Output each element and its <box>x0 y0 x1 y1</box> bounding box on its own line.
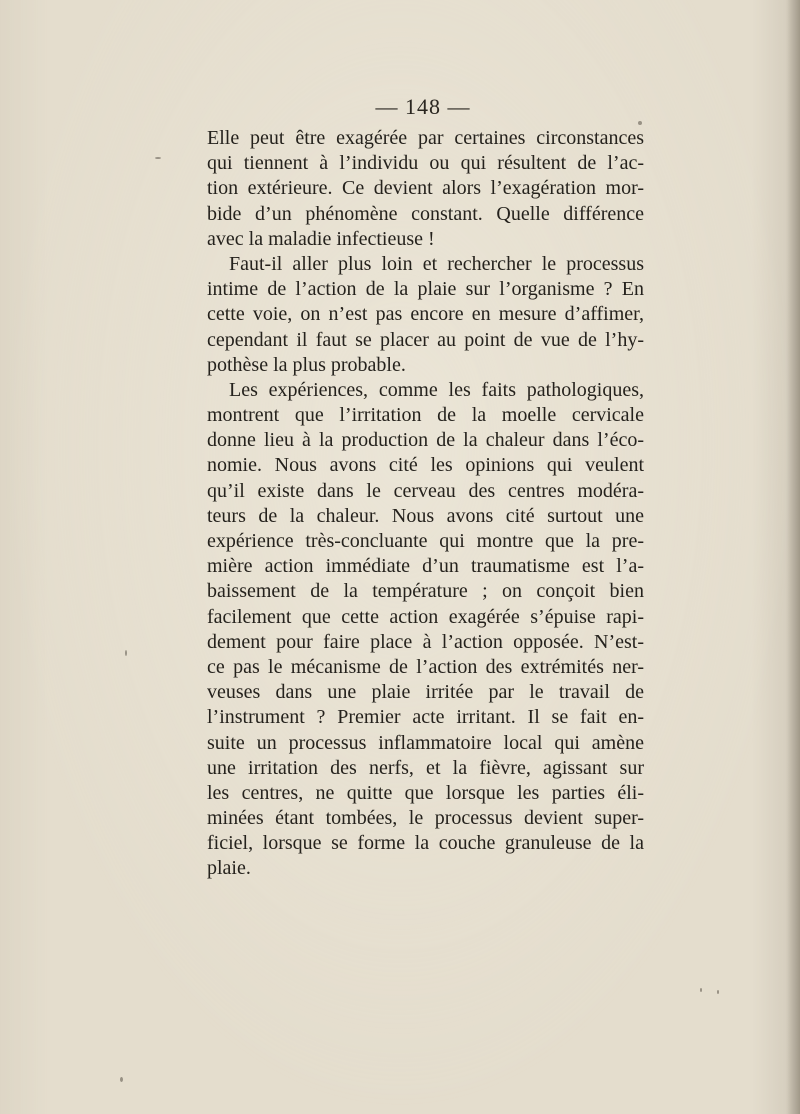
paper-speck <box>638 121 642 125</box>
text-line: avec la maladie infectieuse ! <box>207 227 435 250</box>
text-line: veuses dans une plaie irritée par le travail de <box>207 681 644 704</box>
paper-speck <box>700 988 702 992</box>
paragraph <box>207 378 644 882</box>
text-line: donne lieu à la production de la chaleur dans l’éco- <box>207 429 644 452</box>
text-line: qu’il existe dans le cerveau des centres modéra- <box>207 479 644 502</box>
text-line: tion extérieure. Ce devient alors l’exagération mor- <box>207 177 644 200</box>
paragraph <box>207 126 644 252</box>
text-line: plaie. <box>207 857 251 880</box>
text-line: les centres, ne quitte que lorsque les parties éli- <box>207 781 644 804</box>
text-line: bide d’un phénomène constant. Quelle différence <box>207 202 644 225</box>
page-edge-shadow <box>786 0 800 1114</box>
paper-speck <box>717 990 719 994</box>
text-line: dement pour faire place à l’action opposée. N’est- <box>207 630 644 653</box>
text-line: facilement que cette action exagérée s’épuise rapi- <box>207 605 644 628</box>
body-text <box>207 126 644 882</box>
text-line: une irritation des nerfs, et la fièvre, agissant sur <box>207 756 644 779</box>
text-line: ficiel, lorsque se forme la couche granuleuse de la <box>207 832 644 855</box>
text-line: intime de l’action de la plaie sur l’organisme ? En <box>207 278 644 301</box>
text-line: Les expériences, comme les faits pathologiques, <box>229 378 644 401</box>
text-line: ce pas le mécanisme de l’action des extrémités ner- <box>207 655 644 678</box>
text-line: suite un processus inflammatoire local qui amène <box>207 731 644 754</box>
text-line: baissement de la température ; on conçoit bien <box>207 580 644 603</box>
text-line: pothèse la plus probable. <box>207 353 406 376</box>
text-line: qui tiennent à l’individu ou qui résultent de l’ac- <box>207 152 644 175</box>
text-line: nomie. Nous avons cité les opinions qui veulent <box>207 454 644 477</box>
text-line: Faut-il aller plus loin et rechercher le processus <box>229 252 644 275</box>
text-line: cependant il faut se placer au point de vue de l’hy- <box>207 328 644 351</box>
page-number: — 148 — <box>375 94 471 119</box>
text-line: mière action immédiate d’un traumatisme est l’a- <box>207 555 644 578</box>
paper-speck <box>120 1077 123 1082</box>
text-line: cette voie, on n’est pas encore en mesure d’affimer, <box>207 303 644 326</box>
paper-speck <box>155 157 161 159</box>
text-line: Elle peut être exagérée par certaines circonstances <box>207 127 644 149</box>
text-line: l’instrument ? Premier acte irritant. Il se fait en- <box>207 706 644 729</box>
text-line: montrent que l’irritation de la moelle cervicale <box>207 404 644 427</box>
paper-speck <box>125 650 127 656</box>
text-line: minées étant tombées, le processus devient super- <box>207 807 644 830</box>
text-line: teurs de la chaleur. Nous avons cité surtout une <box>207 504 644 527</box>
text-line: expérience très-concluante qui montre que la pre- <box>207 530 644 552</box>
paragraph <box>207 252 644 378</box>
